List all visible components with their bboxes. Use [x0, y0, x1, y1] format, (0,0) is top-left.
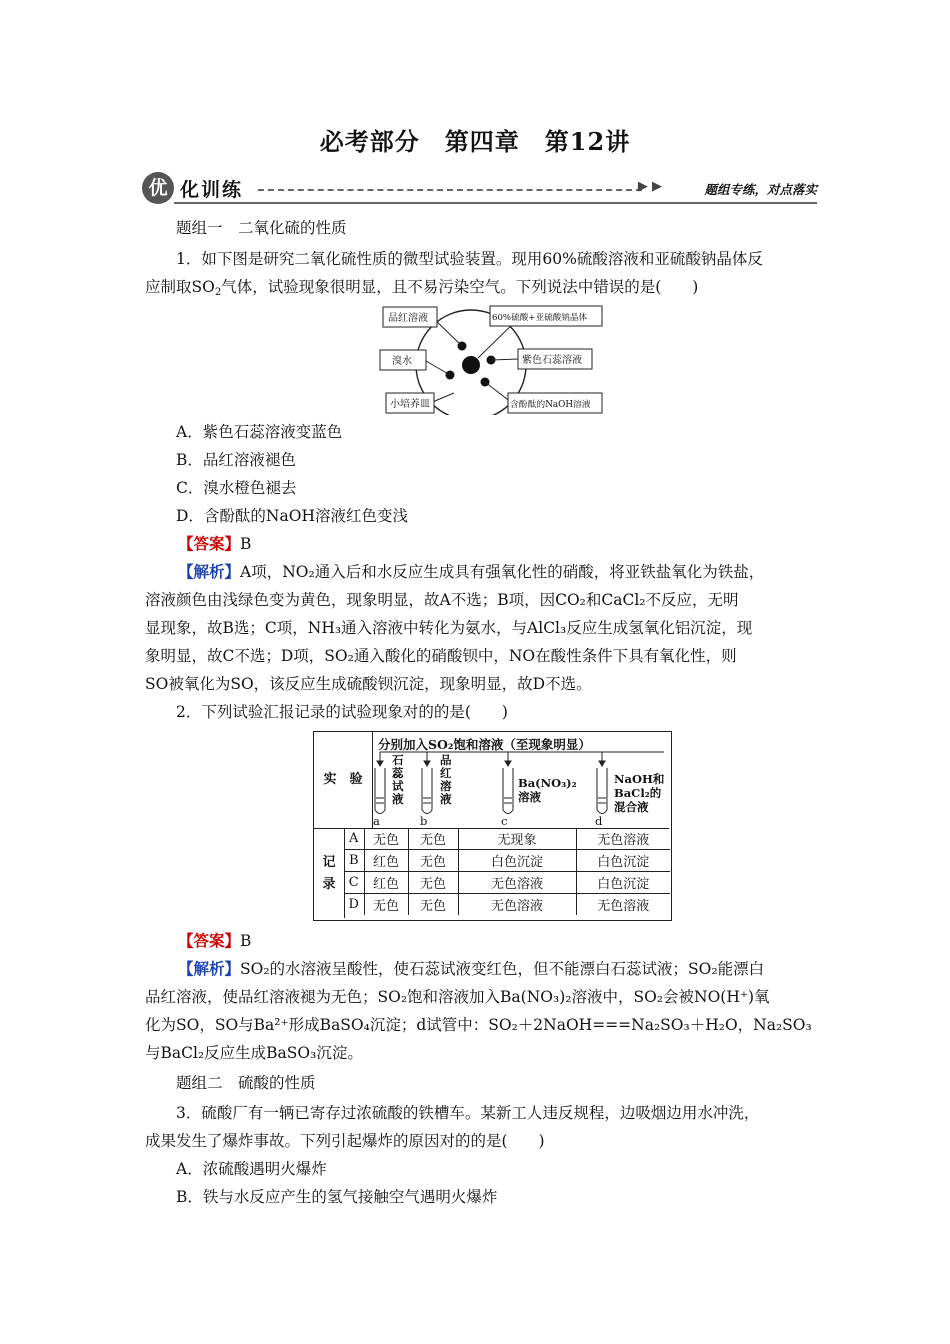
tube-b — [422, 768, 432, 814]
q3-option-b: B．铁与水反应产生的氢气接触空气遇明火爆炸 — [176, 1188, 498, 1206]
row-label: C — [344, 872, 364, 894]
diagram-label: 含酚酞的NaOH溶液 — [510, 400, 591, 410]
cell: 无色溶液 — [458, 872, 576, 894]
analysis-tag: 【解析】 — [178, 959, 241, 978]
q3-stem-2: 成果发生了爆炸事故。下列引起爆炸的原因对的的是( ) — [145, 1132, 545, 1150]
q3-stem-1: 3．硫酸厂有一辆已寄存过浓硫酸的铁槽车。某新工人违反规程，边吸烟边用水冲洗， — [176, 1104, 760, 1122]
section-banner — [142, 172, 817, 206]
q3-option-a: A．浓硫酸遇明火爆炸 — [176, 1160, 327, 1178]
banner-word: 化训练 — [180, 179, 244, 201]
group1-heading: 题组一 二氧化硫的性质 — [176, 219, 347, 237]
diagram-label: 小培养皿 — [390, 399, 430, 410]
banner-dashed-line — [258, 189, 642, 191]
analysis-tag: 【解析】 — [178, 562, 241, 581]
q1-stem-2: 应制取$SO_2$气体，试验现象很明显，且不易污染空气。下列说法中错误的是( ) — [145, 278, 699, 298]
cell: 白色沉淀 — [576, 872, 670, 894]
tube-b-name: 品红溶液 — [440, 753, 452, 806]
analysis-text: A项，NO₂通入后和水反应生成具有强氧化性的硝酸，将亚铁盐氧化为铁盐， — [240, 563, 765, 581]
cell: 无色 — [408, 828, 458, 850]
cell: 无色 — [408, 850, 458, 872]
experiment-area — [314, 732, 669, 829]
cell: 无色 — [364, 828, 408, 850]
cell: 无色溶液 — [576, 894, 670, 916]
q1-analysis-3: 显现象，故B选；C项，NH₃通入溶液中转化为氨水，与AlCl₃反应生成氢氧化铝沉淀，现 — [145, 619, 753, 637]
table-row — [344, 850, 670, 872]
tube-d-name: NaOH和BaCl₂的混合液 — [614, 772, 665, 814]
q1-answer — [178, 534, 251, 554]
tube-a-name: 石蕊试液 — [392, 753, 404, 806]
q2-stem: 2．下列试验汇报记录的试验现象对的的是( ) — [176, 703, 508, 721]
table-row — [344, 828, 670, 850]
record-label-text: 记录 — [322, 855, 336, 892]
banner-badge: 优 — [142, 172, 174, 204]
cell: 无现象 — [458, 828, 576, 850]
tube-d — [597, 768, 607, 814]
cell: 白色沉淀 — [458, 850, 576, 872]
q2-answer — [178, 931, 251, 951]
q1-option-d: D．含酚酞的NaOH溶液红色变浅 — [176, 507, 408, 525]
cell: 无色溶液 — [458, 894, 576, 916]
record-label — [314, 828, 345, 918]
tube-a — [375, 768, 385, 814]
q2-analysis-4: 与BaCl₂反应生成BaSO₃沉淀。 — [145, 1044, 363, 1062]
table-row — [344, 894, 670, 916]
row-label: B — [344, 850, 364, 872]
diagram-label: 60%硫酸+亚硫酸钠晶体 — [492, 313, 588, 323]
q2-analysis-1 — [178, 959, 764, 979]
cell: 红色 — [364, 850, 408, 872]
diagram-label: 紫色石蕊溶液 — [522, 355, 582, 366]
row-label: A — [344, 828, 364, 850]
tube-c-letter: c — [501, 814, 508, 828]
cell: 白色沉淀 — [576, 850, 670, 872]
answer-tag: 【答案】 — [178, 534, 241, 553]
q1-analysis-1 — [178, 562, 764, 582]
table-row — [344, 872, 670, 894]
answer-value: B — [240, 932, 252, 950]
q2-analysis-2: 品红溶液，使品红溶液褪为无色；SO₂饱和溶液加入Ba(NO₃)₂溶液中，SO₂会被NO(H⁺)氧 — [145, 988, 770, 1006]
cell: 无色 — [408, 894, 458, 916]
q2-analysis-3: 化为SO，SO与Ba²⁺形成BaSO₄沉淀；d试管中：SO₂＋2NaOH===Na₂SO₃＋H₂O，Na₂SO₃ — [145, 1016, 812, 1034]
q1-analysis-5: SO被氧化为SO，该反应生成硫酸钡沉淀，现象明显，故D不选。 — [145, 675, 592, 693]
analysis-text: SO₂的水溶液呈酸性，使石蕊试液变红色，但不能漂白石蕊试液；SO₂能漂白 — [240, 960, 765, 978]
exp-label: 实 验 — [314, 732, 373, 828]
q1-option-b: B．品红溶液褪色 — [176, 451, 296, 469]
q1-option-a: A．紫色石蕊溶液变蓝色 — [176, 423, 343, 441]
q1-stem-1: 1．如下图是研究二氧化硫性质的微型试验装置。现用60%硫酸溶液和亚硫酸钠晶体反 — [176, 250, 763, 268]
record-rows — [344, 828, 670, 915]
tube-c-name: Ba(NO₃)₂溶液 — [518, 776, 577, 804]
row-label: D — [344, 894, 364, 916]
q1-stem-2a: 应制取SO — [145, 278, 215, 296]
group2-heading: 题组二 硫酸的性质 — [176, 1074, 316, 1092]
cell: 红色 — [364, 872, 408, 894]
banner-slogan: 题组专练，对点落实 — [704, 182, 817, 197]
cell: 无色溶液 — [576, 828, 670, 850]
table-header: 分别加入SO₂饱和溶液（至现象明显） — [378, 737, 591, 752]
banner-underline — [174, 202, 817, 204]
q1-stem-2b: 气体，试验现象很明显，且不易污染空气。下列说法中错误的是( ) — [221, 278, 699, 296]
tube-d-letter: d — [595, 814, 603, 828]
center-well — [462, 356, 480, 374]
tube-b-letter: b — [420, 814, 428, 828]
q2-record-table — [313, 731, 672, 921]
page-title: 必考部分 第四章 第12讲 — [319, 127, 631, 156]
diagram-label: 溴水 — [392, 356, 412, 367]
diagram-label: 品红溶液 — [388, 313, 428, 324]
q1-analysis-2: 溶液颜色由浅绿色变为黄色，现象明显，故A不选；B项，因CO₂和CaCl₂不反应，无明 — [145, 591, 739, 609]
answer-value: B — [240, 535, 252, 553]
tube-c — [503, 768, 513, 814]
answer-tag: 【答案】 — [178, 931, 241, 950]
cell: 无色 — [364, 894, 408, 916]
q1-option-c: C．溴水橙色褪去 — [176, 479, 297, 497]
q1-analysis-4: 象明显，故C不选；D项，SO₂通入酸化的硝酸钡中，NO在酸性条件下具有氧化性，则 — [145, 647, 737, 665]
banner-arrow-icon: ▶ ▶ — [637, 179, 662, 194]
q1-apparatus-diagram — [378, 303, 604, 415]
tube-a-letter: a — [373, 814, 380, 828]
cell: 无色 — [408, 872, 458, 894]
